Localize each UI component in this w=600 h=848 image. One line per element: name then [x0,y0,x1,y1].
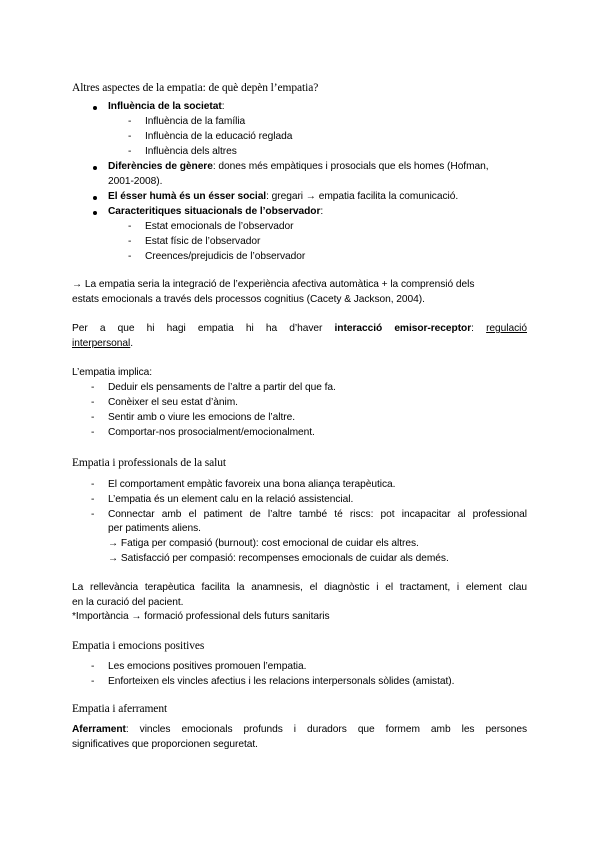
dash: - [91,494,95,505]
implica-title: L’empatia implica: [72,367,153,378]
bold-term: El ésser humà és un ésser social [108,191,267,202]
dash: - [91,509,95,520]
dash: - [91,382,95,393]
section-title-empathy-factors: Altres aspectes de la empatia: de què depèn l’empatia? [72,82,319,94]
bullet-dot [93,211,97,215]
bold-term: Diferències de gènere [108,161,213,172]
dash: - [91,661,95,672]
sub-item: Estat emocionals de l’observador [145,221,294,232]
bullet-dot [93,196,97,200]
bullet-gender [108,160,489,174]
dash: - [128,251,132,262]
implica-item: Conèixer el seu estat d’ànim. [108,397,238,408]
sub-item: Creences/prejudicis de l’observador [145,251,306,262]
sub-item: Estat físic de l’observador [145,236,261,247]
bold-term: Influència de la societat [108,101,222,112]
dash: - [128,116,132,127]
implica-item: Deduir els pensaments de l’altre a partir del que fa. [108,382,336,393]
note-importance: *Importància → formació professional dels futurs sanitaris [72,611,330,622]
underlined-term: interpersonal [72,338,131,349]
bullet-rest: : gregari → empatia facilita la comunicació. [266,191,459,202]
bold-term: Aferrament [72,724,126,735]
paragraph-integration-line1: → La empatia seria la integració de l’experiència afectiva automàtica + la comprensió dels [72,279,475,290]
bold-term: interacció emisor-receptor [334,323,472,334]
dash: - [91,412,95,423]
dash: - [91,676,95,687]
implica-item: Sentir amb o viure les emocions de l’altre. [108,412,295,423]
paragraph-attachment-line2: significatives que proporcionen seguretat. [72,739,258,750]
bullet-situational [108,205,323,219]
underlined-term: regulació [486,323,527,334]
sub-item: Influència de la educació reglada [145,131,293,142]
paragraph-attachment-line1 [72,723,527,737]
arrow-item-burnout: → Fatiga per compasió (burnout): cost emocional de cuidar els altres. [108,538,419,549]
text: . [130,338,134,349]
bullet-social-being [108,190,458,204]
dash: - [128,146,132,157]
dash: - [91,397,95,408]
section-title-positive-emotions: Empatia i emocions positives [72,640,205,652]
dash: - [91,427,95,438]
bullet-dot [93,106,97,110]
professional-item: L’empatia és un element calu en la relació assistencial. [108,494,354,505]
bullet-rest: : [320,206,324,217]
sub-item: Influència de la família [145,116,246,127]
bold-term: Caracteritiques situacionals de l’observador [108,206,321,217]
dash: - [128,236,132,247]
arrow-item-satisfaction: → Satisfacció per compasió: recompenses emocionals de cuidar als demés. [108,553,449,564]
positive-item: Enforteixen els vincles afectius i les relacions interpersonals sòlides (amistat). [108,676,455,687]
paragraph-integration-line2: estats emocionals a través dels processos cognitius (Cacety & Jackson, 2004). [72,294,425,305]
bullet-rest: : [221,101,225,112]
professional-item-risk-line2: per patiments aliens. [108,523,201,534]
paragraph-relevance-line2: en la curació del pacient. [72,597,184,608]
paragraph-interaction-line1 [72,322,527,336]
text: : [471,323,487,334]
bullet-gender-line2: 2001-2008). [108,176,163,187]
positive-item: Les emocions positives promouen l’empatia. [108,661,307,672]
section-title-attachment: Empatia i aferrament [72,703,168,715]
dash: - [128,221,132,232]
bullet-dot [93,166,97,170]
professional-item-risk-line1: Connectar amb el patiment de l’altre també té riscs: pot incapacitar al professional [108,509,527,520]
bullet-rest: : dones més empàtiques i prosocials que els homes (Hofman, [212,161,489,172]
paragraph-interaction-line2 [72,337,133,351]
professional-item: El comportament empàtic favoreix una bona aliança terapèutica. [108,479,396,490]
section-title-health-professionals: Empatia i professionals de la salut [72,457,226,469]
text: Per a que hi hagi empatia hi ha d’haver [72,323,335,334]
implica-item: Comportar-nos prosocialment/emocionalment. [108,427,315,438]
paragraph-relevance-line1: La rellevància terapèutica facilita la anamnesis, el diagnòstic i el tractament, i element clau [72,582,527,593]
text: : vincles emocionals profunds i duradors que formem amb les persones [125,724,527,735]
sub-item: Influència dels altres [145,146,237,157]
bullet-society [108,100,224,114]
dash: - [91,479,95,490]
dash: - [128,131,132,142]
